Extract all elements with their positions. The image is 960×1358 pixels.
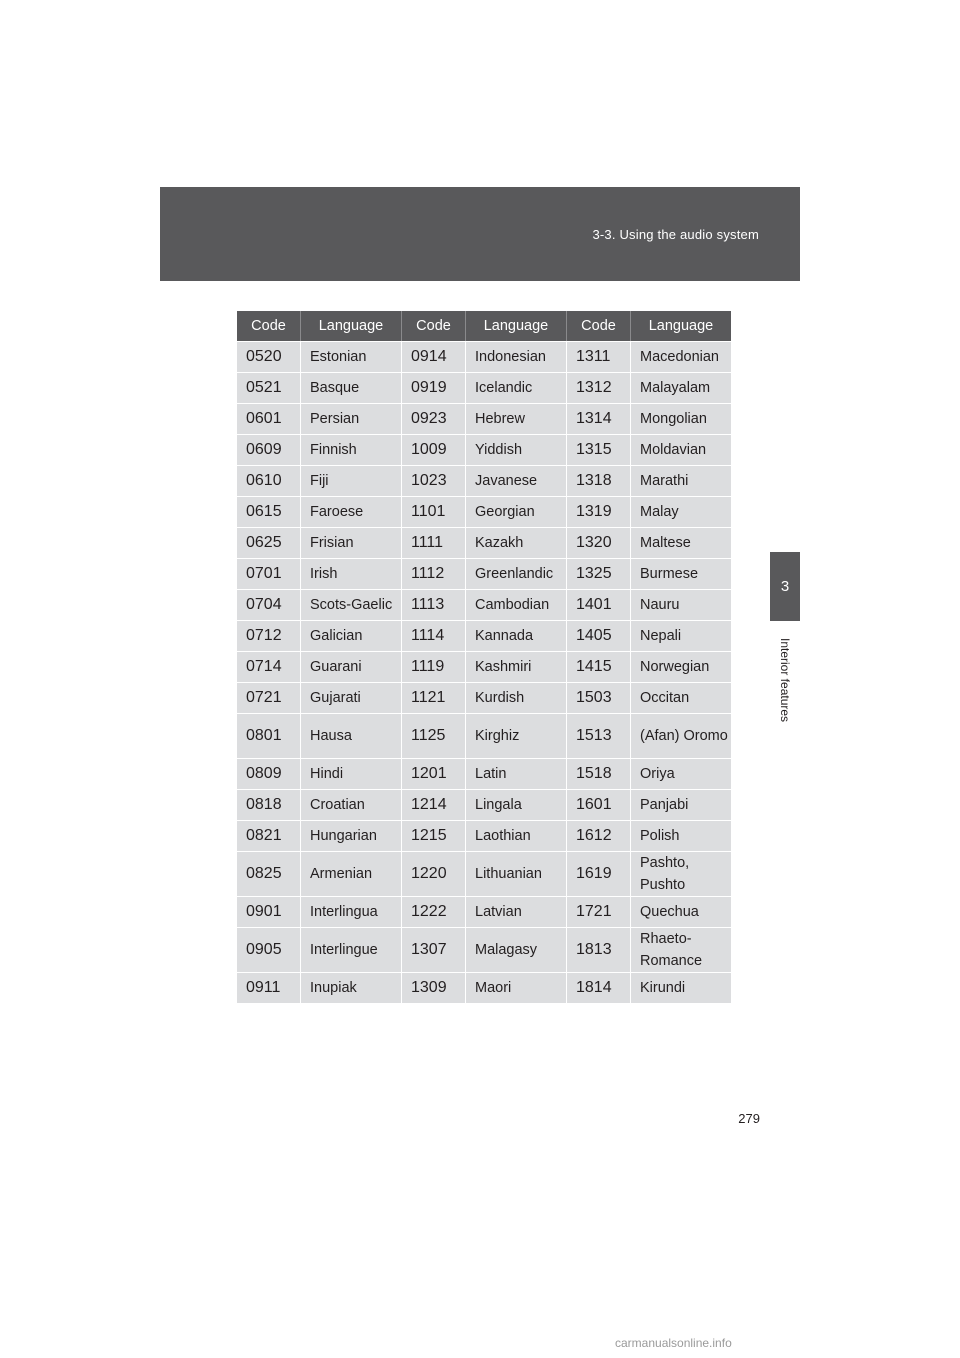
language-cell: Mongolian xyxy=(631,403,731,434)
code-cell: 1320 xyxy=(567,527,631,558)
code-cell: 1612 xyxy=(567,820,631,851)
code-cell: 1319 xyxy=(567,496,631,527)
language-cell: Polish xyxy=(631,820,731,851)
language-cell: Panjabi xyxy=(631,789,731,820)
table-row xyxy=(237,758,731,789)
code-cell: 1201 xyxy=(402,758,466,789)
language-cell: Lingala xyxy=(466,789,567,820)
language-cell: Gujarati xyxy=(301,682,402,713)
code-cell: 0923 xyxy=(402,403,466,434)
code-cell: 1009 xyxy=(402,434,466,465)
code-cell: 0721 xyxy=(237,682,301,713)
code-cell: 0712 xyxy=(237,620,301,651)
language-cell: Nauru xyxy=(631,589,731,620)
language-cell: Pashto, Pushto xyxy=(631,851,731,896)
language-cell: Malagasy xyxy=(466,927,567,972)
language-cell: Occitan xyxy=(631,682,731,713)
language-cell: Malayalam xyxy=(631,372,731,403)
chapter-label: Interior features xyxy=(778,637,792,723)
language-cell: Hungarian xyxy=(301,820,402,851)
table-row xyxy=(237,341,731,372)
table-body xyxy=(237,341,731,1003)
code-cell: 1314 xyxy=(567,403,631,434)
code-cell: 1318 xyxy=(567,465,631,496)
code-cell: 1813 xyxy=(567,927,631,972)
table-row xyxy=(237,972,731,1003)
language-cell: Armenian xyxy=(301,851,402,896)
language-cell: Basque xyxy=(301,372,402,403)
code-cell: 1222 xyxy=(402,896,466,927)
table-row xyxy=(237,434,731,465)
language-cell: Nepali xyxy=(631,620,731,651)
code-cell: 0704 xyxy=(237,589,301,620)
table-header-row xyxy=(237,311,731,341)
code-cell: 1121 xyxy=(402,682,466,713)
code-cell: 1503 xyxy=(567,682,631,713)
code-cell: 0911 xyxy=(237,972,301,1003)
table-row xyxy=(237,851,731,896)
language-cell: Latvian xyxy=(466,896,567,927)
language-cell: Fiji xyxy=(301,465,402,496)
language-cell: Kashmiri xyxy=(466,651,567,682)
code-cell: 0818 xyxy=(237,789,301,820)
language-cell: Kurdish xyxy=(466,682,567,713)
code-cell: 1119 xyxy=(402,651,466,682)
language-cell: (Afan) Oromo xyxy=(631,713,731,758)
code-cell: 1401 xyxy=(567,589,631,620)
code-cell: 0609 xyxy=(237,434,301,465)
header-language-3: Language xyxy=(631,311,731,341)
language-cell: Inupiak xyxy=(301,972,402,1003)
code-cell: 0714 xyxy=(237,651,301,682)
code-cell: 0821 xyxy=(237,820,301,851)
code-cell: 1415 xyxy=(567,651,631,682)
code-cell: 1518 xyxy=(567,758,631,789)
language-cell: Maltese xyxy=(631,527,731,558)
language-cell: Malay xyxy=(631,496,731,527)
code-cell: 1721 xyxy=(567,896,631,927)
language-cell: Frisian xyxy=(301,527,402,558)
language-cell: Interlingua xyxy=(301,896,402,927)
code-cell: 1814 xyxy=(567,972,631,1003)
language-cell: Hebrew xyxy=(466,403,567,434)
code-cell: 0919 xyxy=(402,372,466,403)
code-cell: 0610 xyxy=(237,465,301,496)
code-cell: 1112 xyxy=(402,558,466,589)
language-cell: Moldavian xyxy=(631,434,731,465)
language-code-table xyxy=(237,311,731,1003)
language-cell: Oriya xyxy=(631,758,731,789)
code-cell: 0520 xyxy=(237,341,301,372)
table-row xyxy=(237,558,731,589)
code-cell: 1619 xyxy=(567,851,631,896)
language-cell: Irish xyxy=(301,558,402,589)
table-row xyxy=(237,372,731,403)
code-cell: 1113 xyxy=(402,589,466,620)
code-cell: 0601 xyxy=(237,403,301,434)
code-cell: 1315 xyxy=(567,434,631,465)
language-cell: Kirundi xyxy=(631,972,731,1003)
code-cell: 1311 xyxy=(567,341,631,372)
table-row xyxy=(237,465,731,496)
language-cell: Icelandic xyxy=(466,372,567,403)
language-cell: Cambodian xyxy=(466,589,567,620)
table-row xyxy=(237,403,731,434)
table-row xyxy=(237,496,731,527)
code-cell: 1214 xyxy=(402,789,466,820)
language-cell: Norwegian xyxy=(631,651,731,682)
table-row xyxy=(237,713,731,758)
language-cell: Guarani xyxy=(301,651,402,682)
language-cell: Estonian xyxy=(301,341,402,372)
code-cell: 0625 xyxy=(237,527,301,558)
language-cell: Georgian xyxy=(466,496,567,527)
language-cell: Rhaeto- Romance xyxy=(631,927,731,972)
code-cell: 0801 xyxy=(237,713,301,758)
language-cell: Kazakh xyxy=(466,527,567,558)
code-cell: 1023 xyxy=(402,465,466,496)
language-cell: Persian xyxy=(301,403,402,434)
language-cell: Javanese xyxy=(466,465,567,496)
header-language-2: Language xyxy=(466,311,567,341)
table-row xyxy=(237,527,731,558)
language-cell: Lithuanian xyxy=(466,851,567,896)
table-row xyxy=(237,682,731,713)
language-cell: Marathi xyxy=(631,465,731,496)
table-row xyxy=(237,789,731,820)
language-cell: Faroese xyxy=(301,496,402,527)
language-cell: Latin xyxy=(466,758,567,789)
code-cell: 1111 xyxy=(402,527,466,558)
code-cell: 0914 xyxy=(402,341,466,372)
code-cell: 1101 xyxy=(402,496,466,527)
language-cell: Croatian xyxy=(301,789,402,820)
code-cell: 1307 xyxy=(402,927,466,972)
language-cell: Burmese xyxy=(631,558,731,589)
code-cell: 1220 xyxy=(402,851,466,896)
table-row xyxy=(237,820,731,851)
table-row xyxy=(237,589,731,620)
code-cell: 0825 xyxy=(237,851,301,896)
language-cell: Scots-Gaelic xyxy=(301,589,402,620)
table-row xyxy=(237,651,731,682)
header-language-1: Language xyxy=(301,311,402,341)
language-cell: Interlingue xyxy=(301,927,402,972)
language-cell: Hausa xyxy=(301,713,402,758)
code-cell: 1312 xyxy=(567,372,631,403)
language-cell: Maori xyxy=(466,972,567,1003)
code-cell: 0521 xyxy=(237,372,301,403)
table-row xyxy=(237,620,731,651)
code-cell: 1601 xyxy=(567,789,631,820)
language-cell: Quechua xyxy=(631,896,731,927)
code-cell: 0905 xyxy=(237,927,301,972)
chapter-tab: 3 xyxy=(770,552,800,621)
code-cell: 1325 xyxy=(567,558,631,589)
page-number: 279 xyxy=(738,1111,760,1126)
header-code-2: Code xyxy=(402,311,466,341)
header-code-1: Code xyxy=(237,311,301,341)
code-cell: 1309 xyxy=(402,972,466,1003)
section-header-band xyxy=(160,187,800,281)
language-cell: Hindi xyxy=(301,758,402,789)
table-row xyxy=(237,927,731,972)
language-cell: Galician xyxy=(301,620,402,651)
section-title: 3-3. Using the audio system xyxy=(592,227,759,242)
header-code-3: Code xyxy=(567,311,631,341)
language-cell: Greenlandic xyxy=(466,558,567,589)
language-cell: Kannada xyxy=(466,620,567,651)
watermark: carmanualsonline.info xyxy=(615,1336,732,1350)
language-cell: Finnish xyxy=(301,434,402,465)
code-cell: 1513 xyxy=(567,713,631,758)
language-cell: Kirghiz xyxy=(466,713,567,758)
code-cell: 0701 xyxy=(237,558,301,589)
code-cell: 1114 xyxy=(402,620,466,651)
code-cell: 1405 xyxy=(567,620,631,651)
code-cell: 1125 xyxy=(402,713,466,758)
language-cell: Laothian xyxy=(466,820,567,851)
code-cell: 0809 xyxy=(237,758,301,789)
language-cell: Macedonian xyxy=(631,341,731,372)
code-cell: 1215 xyxy=(402,820,466,851)
table-row xyxy=(237,896,731,927)
code-cell: 0615 xyxy=(237,496,301,527)
language-cell: Yiddish xyxy=(466,434,567,465)
language-cell: Indonesian xyxy=(466,341,567,372)
code-cell: 0901 xyxy=(237,896,301,927)
